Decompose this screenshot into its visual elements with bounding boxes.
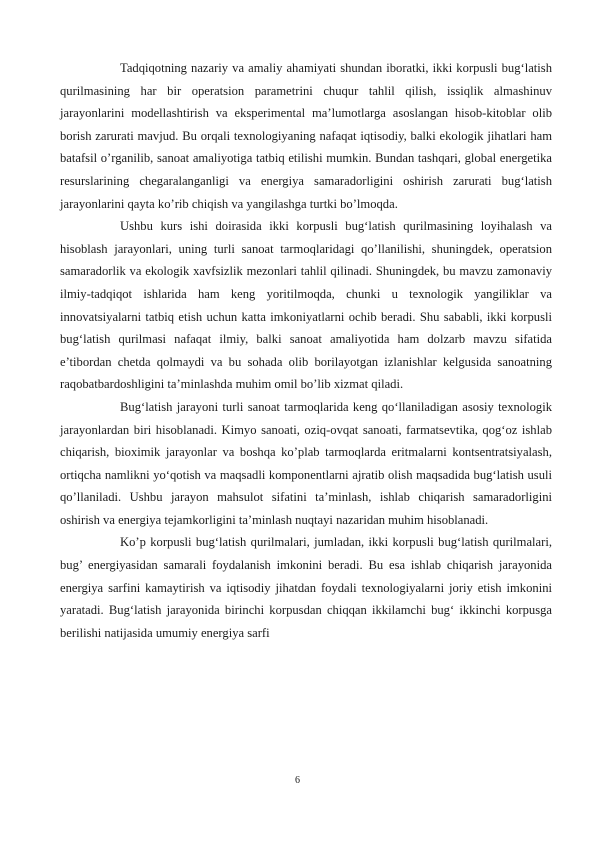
document-body	[60, 57, 552, 644]
paragraph-course-scope: Ushbu kurs ishi doirasida ikki korpusli bug‘latish qurilmasining loyihalash va hisoblash jarayonlari, uning turli sanoat tarmoqlaridagi qo’llanilishi, shuningdek, operatsion samaradorlik va ekologik xavfsizlik mezonlari tahlil qilinadi. Shuningdek, bu mavzu zamonaviy ilmiy-tadqiqot ishlarida ham keng yoritilmoqda, chunki u texnologik yangiliklar va innovatsiyalarni tatbiq etish uchun katta imkoniyatlarni ochib beradi. Shu sababli, ikki korpusli bug‘latish qurilmasi nafaqat ilmiy, balki sanoat amaliyotida ham dolzarb mavzu sifatida e’tibordan chetda qolmaydi va bu sohada olib borilayotgan izlanishlar kelgusida sanoatning raqobatbardoshligini ta’minlashda muhim omil bo’lib xizmat qiladi.	[60, 219, 552, 392]
paragraph-multi-effect: Ko’p korpusli bug‘latish qurilmalari, jumladan, ikki korpusli bug‘latish qurilmalari, bug’ energiyasidan samarali foydalanish imkonini beradi. Bu esa ishlab chiqarish jarayonida energiya sarfini kamaytirish va iqtisodiy jihatdan foydali texnologiyalarni joriy etish imkonini yaratadi. Bug‘latish jarayonida birinchi korpusdan chiqqan ikkilamchi bug‘ ikkinchi korpusga berilishi natijasida umumiy energiya sarfi	[60, 535, 552, 640]
paragraph-evaporation-process: Bug‘latish jarayoni turli sanoat tarmoqlarida keng qo‘llaniladigan asosiy texnologik jarayonlardan biri hisoblanadi. Kimyo sanoati, oziq-ovqat sanoati, farmatsevtika, qog‘oz ishlab chiqarish, bioximik jarayonlar va boshqa ko’plab tarmoqlarda eritmalarni kontsentratsiyalash, ortiqcha namlikni yo‘qotish va maqsadli komponentlarni ajratib olish maqsadida bug‘latish usuli qo’llaniladi. Ushbu jarayon mahsulot sifatini ta’minlash, ishlab chiqarish samaradorligini oshirish va energiya tejamkorligini ta’minlash nuqtayi nazaridan muhim hisoblanadi.	[60, 399, 552, 527]
page-number: 6	[295, 775, 300, 786]
paragraph-significance: Tadqiqotning nazariy va amaliy ahamiyati shundan iboratki, ikki korpusli bug‘latish qurilmasining har bir operatsion parametrini chuqur tahlil qilish, issiqlik almashinuv jarayonlarini modellashtirish va eksperimental ma’lumotlarga asoslangan hisob-kitoblar olib borish zarurati mavjud. Bu orqali texnologiyaning nafaqat iqtisodiy, balki ekologik jihatlari ham batafsil o’rganilib, sanoat amaliyotiga tatbiq etilishi mumkin. Bundan tashqari, global energetika resurslarining chegaralanganligi va energiya samaradorligini oshirish zarurati bug‘latish jarayonlarini qayta ko’rib chiqish va yangilashga turtki bo’lmoqda.	[60, 61, 552, 211]
